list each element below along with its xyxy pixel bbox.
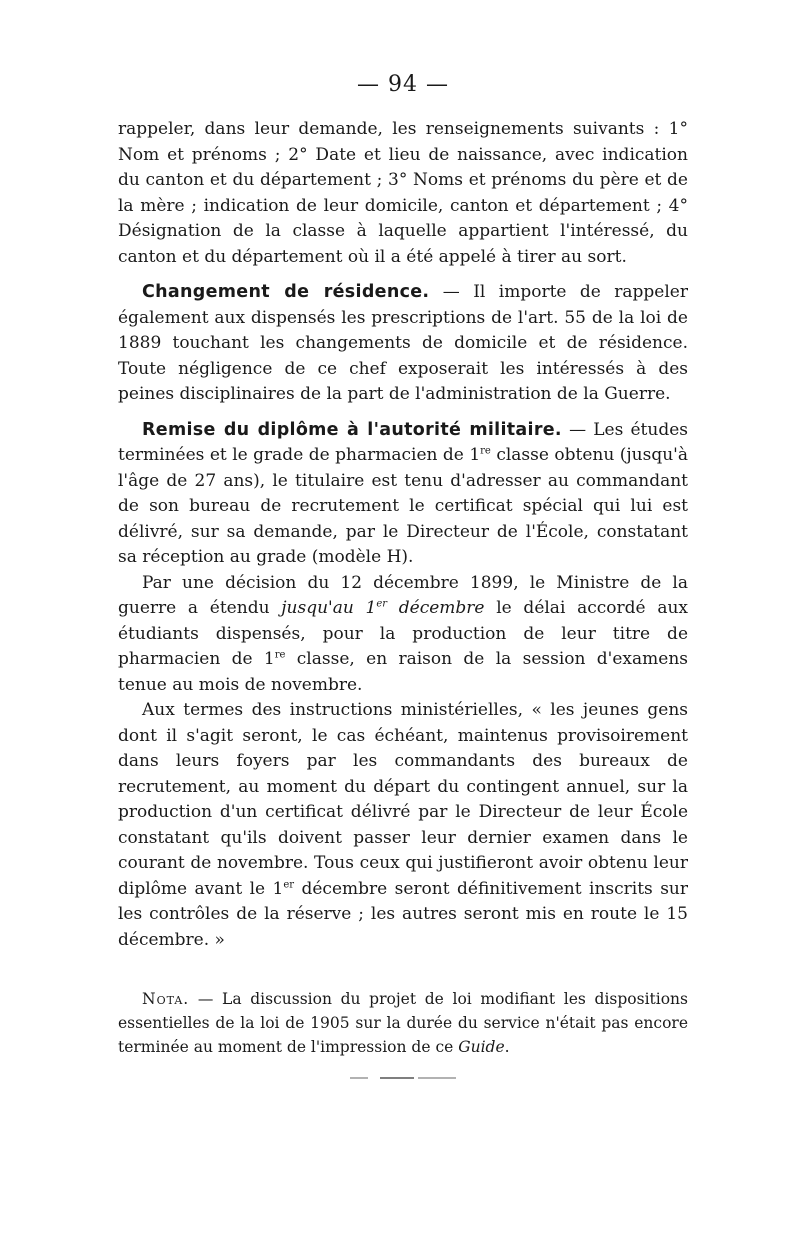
paragraph-text: classe, en raison de la session d'examens tenue au mois de novembre. xyxy=(118,649,688,695)
section-text: — Il importe de rappeler également aux dispensés les prescriptions de l'art. 55 de la loi de 1889 touchant les changements de domicile et de résidence. Toute négligence de ce chef exposerait les intéressés à des peines disciplinaires de la part de l'administration de la Guerre. xyxy=(118,282,688,404)
end-ornament xyxy=(350,1076,456,1080)
note-text: — La discussion du projet de loi modifiant les dispositions essentielles de la loi de 1905 sur la durée du service n'était pas encore terminée au moment de l'impression de ce xyxy=(118,990,688,1056)
superscript: re xyxy=(480,445,491,457)
superscript: er xyxy=(376,598,388,610)
emphasis: Guide xyxy=(458,1038,505,1056)
page-number: — 94 — xyxy=(357,72,449,97)
note-text: . xyxy=(504,1038,510,1056)
paragraph-text: le délai accordé aux étudiants dispensés, pour la production de leur titre de pharmacien de 1 xyxy=(118,598,688,669)
section-remise-diplome xyxy=(118,418,688,571)
superscript: er xyxy=(283,878,295,890)
emphasis-text: jusqu'au 1 xyxy=(281,598,377,618)
paragraph-text: Aux termes des instructions ministérielles, « les jeunes gens dont il s'agit seront, le cas échéant, maintenus provisoirement dans leurs foyers par les commandants des bureaux de recrutement, au moment du départ du contingent annuel, sur la production d'un certificat délivré par le Directeur de leur École constatant qu'ils doivent passer leur dernier examen dans le courant de novembre. Tous ceux qui justifieront avoir obtenu leur diplôme avant le 1 xyxy=(118,700,688,899)
section-text: classe obtenu (jusqu'à l'âge de 27 ans), le titulaire est tenu d'adresser au commandant de son bureau de recrutement le certificat spécial qui lui est délivré, sur sa demande, par le Directeur de l'École, constatant sa réception au grade (modèle H). xyxy=(118,445,688,567)
paragraph-text: Par une décision du 12 décembre 1899, le Ministre de la guerre a étendu xyxy=(118,572,688,618)
emphasis xyxy=(281,598,484,618)
superscript: re xyxy=(274,649,286,661)
section-text: — Les études terminées et le grade de pharmacien de 1 xyxy=(118,419,688,465)
paragraph-renseignements: rappeler, dans leur demande, les renseignements suivants : 1° Nom et prénoms ; 2° Date et lieu de naissance, avec indication du canton et du département ; 3° Noms et prénoms du père et de la mère ; indication de leur domicile, canton et département ; 4° Désignation de la classe à laquelle appartient l'intéressé, du canton et du département où il a été appelé à tirer au sort. xyxy=(118,119,688,267)
section-changement-residence xyxy=(118,280,688,408)
paragraph-instructions xyxy=(118,698,688,953)
page-content xyxy=(118,72,688,1075)
nota-note xyxy=(118,987,688,1059)
note-label: Nota. xyxy=(142,990,190,1008)
section-heading: Changement de résidence. xyxy=(142,282,430,302)
paragraph-decision xyxy=(118,571,688,699)
section-heading: Remise du diplôme à l'autorité militaire. xyxy=(142,419,562,440)
emphasis-text: décembre xyxy=(387,598,485,618)
paragraph-text: décembre seront définitivement inscrits sur les contrôles de la réserve ; les autres seront mis en route le 15 décembre. » xyxy=(118,878,688,950)
